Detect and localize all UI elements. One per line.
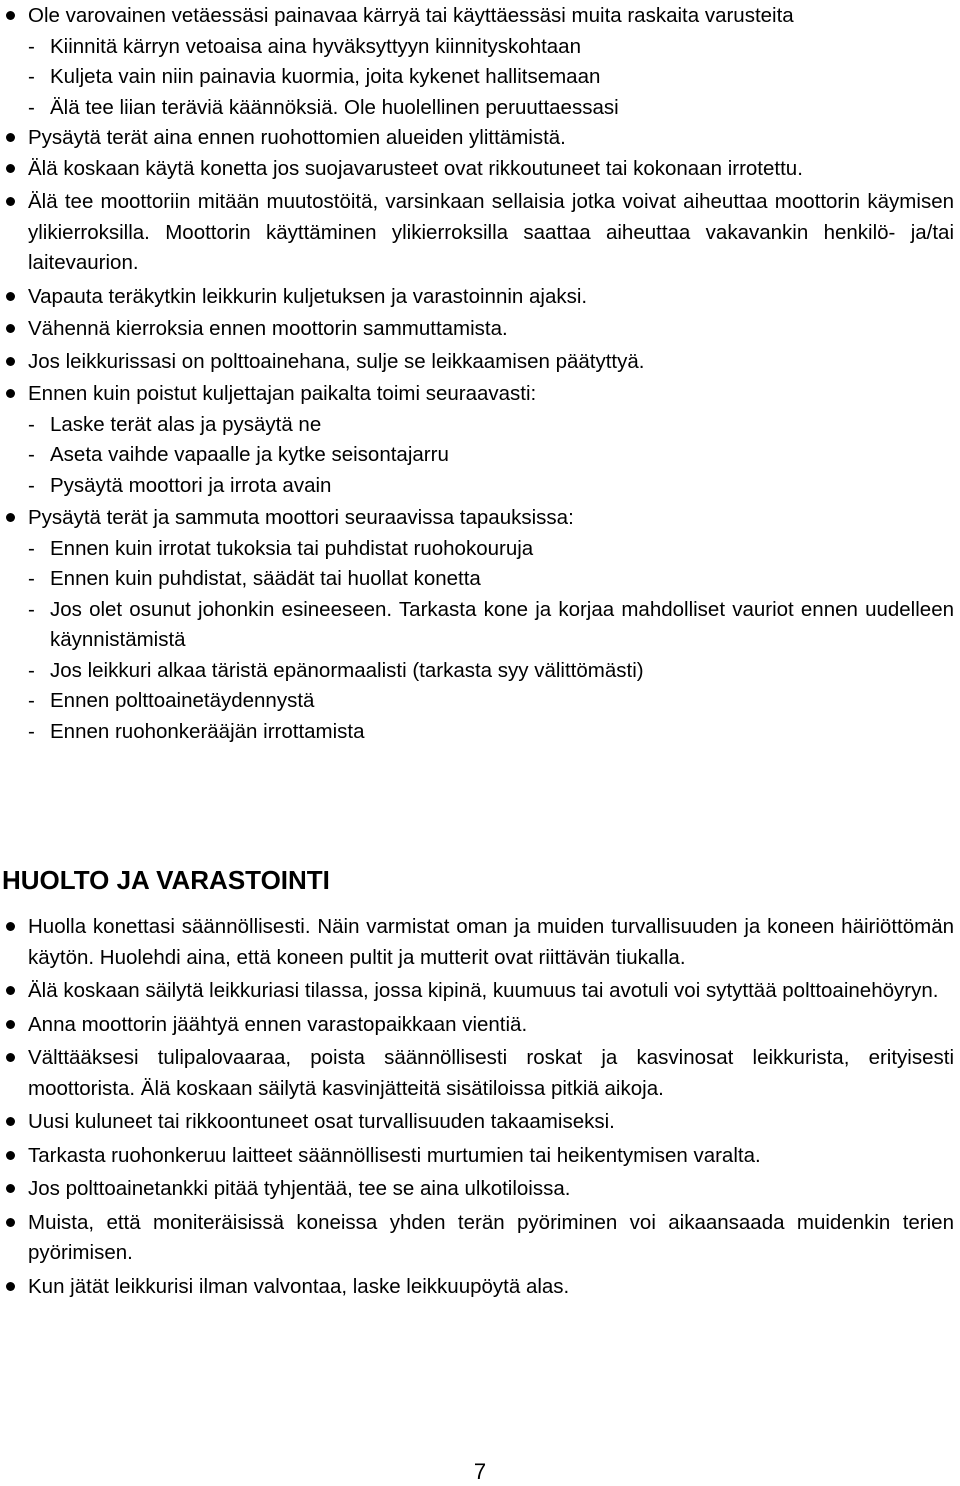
item-text: Huolla konettasi säännöllisesti. Näin varmistat oman ja muiden turvallisuuden ja koneen häiriöttömän käytön. Huolehdi aina, että koneen pultit ja mutterit ovat riittävän tiukalla. <box>28 915 954 969</box>
bullet-icon <box>6 197 15 206</box>
item-text: Anna moottorin jäähtyä ennen varastopaikkaan vientiä. <box>28 1012 528 1036</box>
item-text: Vapauta teräkytkin leikkurin kuljetuksen ja varastoinnin ajaksi. <box>28 284 588 308</box>
safety-list <box>6 1 954 747</box>
sub-item <box>28 656 954 687</box>
list-item <box>6 503 954 747</box>
section-heading: HUOLTO JA VARASTOINTI <box>2 865 330 895</box>
bullet-icon <box>6 1218 15 1227</box>
item-text: Uusi kuluneet tai rikkoontuneet osat turvallisuuden takaamiseksi. <box>28 1110 615 1133</box>
sub-item <box>28 62 954 93</box>
bullet-icon <box>6 1184 15 1193</box>
sub-item <box>28 564 954 595</box>
bullet-icon <box>6 324 15 333</box>
bullet-icon <box>6 986 15 995</box>
sub-list <box>28 534 954 748</box>
bullet-icon <box>6 922 15 931</box>
item-text: Kun jätät leikkurisi ilman valvontaa, laske leikkuupöytä alas. <box>28 1274 570 1298</box>
list-item <box>6 1107 954 1138</box>
bullet-icon <box>6 1020 15 1029</box>
dash-marker: - <box>28 34 35 58</box>
bullet-icon <box>6 133 15 142</box>
list-item <box>6 187 954 279</box>
sub-item <box>28 440 954 471</box>
sub-item <box>28 686 954 717</box>
bullet-icon <box>6 164 15 173</box>
sub-item <box>28 32 954 63</box>
item-text: Ole varovainen vetäessäsi painavaa kärryä tai käyttäessäsi muita raskaita varusteita <box>28 4 794 27</box>
item-text: Älä koskaan käytä konetta jos suojavarusteet ovat rikkoutuneet tai kokonaan irrotettu. <box>28 156 803 180</box>
sub-list <box>28 32 954 124</box>
sub-item <box>28 534 954 565</box>
bullet-icon <box>6 389 15 398</box>
maintenance-list <box>6 912 954 1302</box>
sub-item-text: Kuljeta vain niin painavia kuormia, joita kykenet hallitsemaan <box>50 65 601 88</box>
bullet-icon <box>6 1053 15 1062</box>
sub-item <box>28 410 954 441</box>
dash-marker: - <box>28 536 35 560</box>
list-item <box>6 1 954 123</box>
item-text: Tarkasta ruohonkeruu laitteet säännöllisesti murtumien tai heikentymisen varalta. <box>28 1143 761 1167</box>
list-item <box>6 154 954 185</box>
bullet-icon <box>6 292 15 301</box>
sub-item-text: Laske terät alas ja pysäytä ne <box>50 412 322 436</box>
sub-item-text: Kiinnitä kärryn vetoaisa aina hyväksyttyyn kiinnityskohtaan <box>50 34 581 58</box>
sub-list <box>28 410 954 502</box>
bullet-icon <box>6 1151 15 1160</box>
item-text: Välttääksesi tulipalovaaraa, poista säännöllisesti roskat ja kasvinosat leikkurista, erityisesti moottorista. Älä koskaan säilytä kasvinjätteitä sisätiloissa pitkiä aikoja. <box>28 1046 954 1100</box>
list-item <box>6 347 954 378</box>
sub-item <box>28 471 954 502</box>
bullet-icon <box>6 513 15 522</box>
bullet-icon <box>6 1117 15 1126</box>
item-text: Älä koskaan säilytä leikkuriasi tilassa, jossa kipinä, kuumuus tai avotuli voi sytyttää polttoainehöyryn. <box>28 979 939 1002</box>
dash-marker: - <box>28 443 35 466</box>
sub-item-text: Jos leikkuri alkaa täristä epänormaalisti (tarkasta syy välittömästi) <box>50 658 644 682</box>
list-item <box>6 1272 954 1303</box>
dash-marker: - <box>28 412 35 436</box>
list-item <box>6 1208 954 1269</box>
dash-marker: - <box>28 719 35 743</box>
dash-marker: - <box>28 597 35 621</box>
sub-item-text: Ennen kuin puhdistat, säädät tai huollat konetta <box>50 567 481 590</box>
item-text: Vähennä kierroksia ennen moottorin sammuttamista. <box>28 317 508 340</box>
sub-item-text: Ennen kuin irrotat tukoksia tai puhdistat ruohokouruja <box>50 536 534 560</box>
sub-item-text: Ennen ruohonkerääjän irrottamista <box>50 719 365 743</box>
list-item <box>6 123 954 154</box>
dash-marker: - <box>28 473 35 497</box>
sub-item-text: Älä tee liian teräviä käännöksiä. Ole huolellinen peruuttaessasi <box>50 95 619 119</box>
list-item <box>6 379 954 501</box>
list-item <box>6 1141 954 1172</box>
bullet-icon <box>6 357 15 366</box>
list-item <box>6 282 954 313</box>
item-text: Muista, että moniteräisissä koneissa yhden terän pyöriminen voi aikaansaada muidenkin terien pyörimisen. <box>28 1210 954 1264</box>
sub-item <box>28 595 954 656</box>
page-number: 7 <box>473 1459 487 1484</box>
sub-item-text: Ennen polttoainetäydennystä <box>50 689 315 712</box>
list-item <box>6 912 954 973</box>
sub-item-text: Pysäytä moottori ja irrota avain <box>50 473 332 497</box>
dash-marker: - <box>28 658 35 682</box>
list-item <box>6 976 954 1007</box>
dash-marker: - <box>28 95 35 119</box>
list-item <box>6 1010 954 1041</box>
item-text: Jos leikkurissasi on polttoainehana, sulje se leikkaamisen päätyttyä. <box>28 349 645 373</box>
list-item <box>6 314 954 345</box>
item-text: Jos polttoainetankki pitää tyhjentää, tee se aina ulkotiloissa. <box>28 1177 571 1200</box>
sub-item <box>28 93 954 124</box>
sub-item-text: Jos olet osunut johonkin esineeseen. Tarkasta kone ja korjaa mahdolliset vauriot ennen uudelleen käynnistämistä <box>50 597 954 651</box>
bullet-icon <box>6 1282 15 1291</box>
bullet-icon <box>6 11 15 20</box>
dash-marker: - <box>28 65 35 88</box>
dash-marker: - <box>28 567 35 590</box>
sub-item-text: Aseta vaihde vapaalle ja kytke seisontajarru <box>50 443 449 466</box>
item-text: Pysäytä terät ja sammuta moottori seuraavissa tapauksissa: <box>28 506 574 529</box>
item-text: Ennen kuin poistut kuljettajan paikalta toimi seuraavasti: <box>28 382 537 405</box>
list-item <box>6 1174 954 1205</box>
sub-item <box>28 717 954 748</box>
dash-marker: - <box>28 689 35 712</box>
item-text: Pysäytä terät aina ennen ruohottomien alueiden ylittämistä. <box>28 126 566 149</box>
list-item <box>6 1043 954 1104</box>
item-text: Älä tee moottoriin mitään muutostöitä, varsinkaan sellaisia jotka voivat aiheuttaa moottorin käymisen ylikierroksilla. Moottorin käyttäminen ylikierroksilla saattaa aiheuttaa vakavankin henkilö- ja/tai laitevaurion. <box>28 190 954 274</box>
